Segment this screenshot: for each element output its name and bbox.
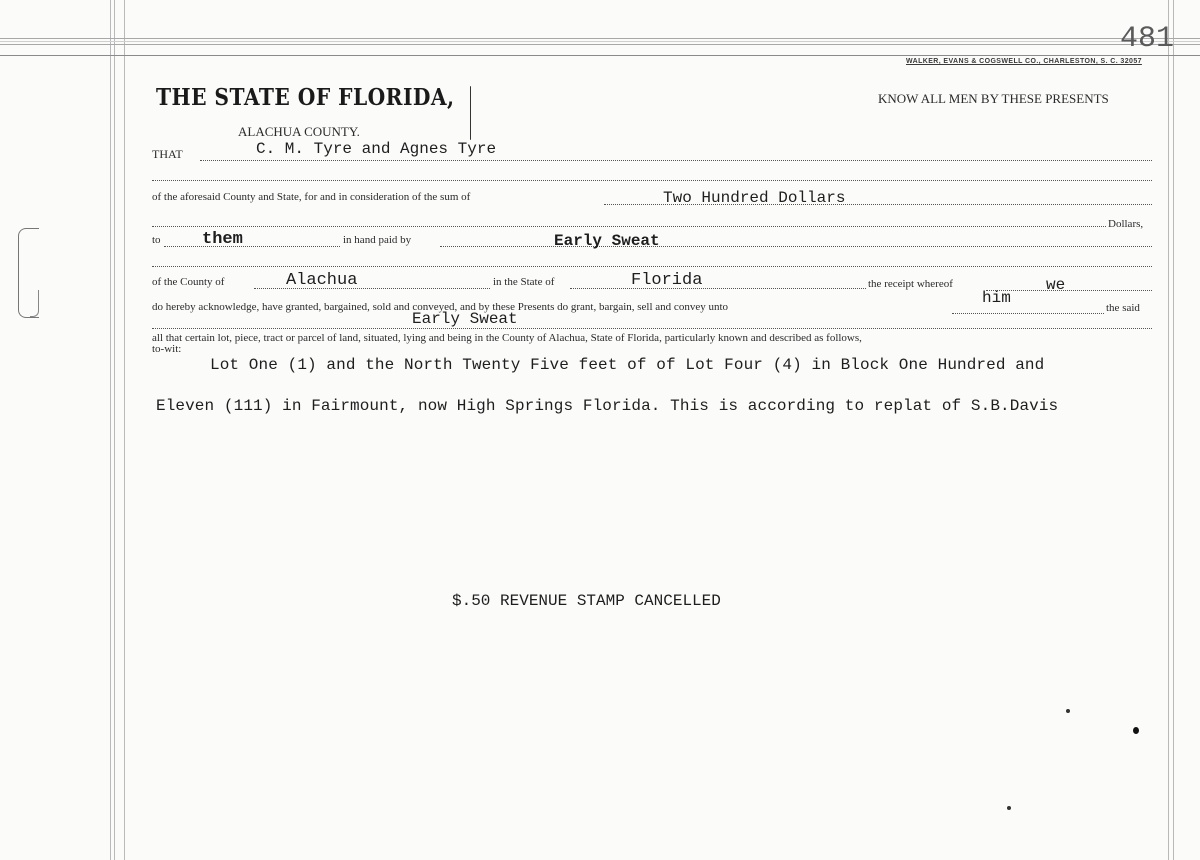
ink-speck-lower <box>1007 806 1011 810</box>
blank-dotted-line-2 <box>152 266 1152 267</box>
paid-to: them <box>202 230 243 249</box>
left-margin-rule-third <box>124 0 125 860</box>
to-label: to <box>152 234 161 246</box>
ink-speck-small <box>1066 709 1070 713</box>
top-rule-4 <box>0 55 1200 56</box>
grantee-repeat: Early Sweat <box>412 310 518 328</box>
grantee-state: Florida <box>631 271 703 290</box>
top-rule-3 <box>0 44 1200 45</box>
hand-paid-label: in hand paid by <box>343 234 412 246</box>
conveyance-text: do hereby acknowledge, have granted, bargained, sold and conveyed, and by these Presents do grant, bargain, sell and convey unto <box>152 301 729 313</box>
to-dotted-line <box>164 246 340 247</box>
that-label: THAT <box>152 147 183 161</box>
description-line-1: Lot One (1) and the North Twenty Five feet of of Lot Four (4) in Block One Hundred and <box>210 356 1045 374</box>
receipt-dotted-line <box>986 290 1152 291</box>
page-number: 481 <box>1120 22 1175 56</box>
top-rule-1 <box>0 38 1200 39</box>
grantee-county: Alachua <box>286 271 358 290</box>
grantee-dotted-line <box>440 246 1152 247</box>
binder-clip-mark-tail <box>30 290 39 317</box>
state-title: THE STATE OF FLORIDA, <box>156 84 455 111</box>
grantors-dotted-line <box>200 160 1152 161</box>
consideration-amount: Two Hundred Dollars <box>663 189 846 207</box>
top-rule-2 <box>0 41 1200 42</box>
grantors: C. M. Tyre and Agnes Tyre <box>256 140 497 158</box>
convey-unto: him <box>982 289 1011 307</box>
land-text: all that certain lot, piece, tract or parcel of land, situated, lying and being in the County of Alachua, State of Florida, particularly known and described as follows, <box>152 332 862 344</box>
ink-speck <box>1133 727 1139 734</box>
right-margin-rule <box>1168 0 1169 860</box>
state-of-label: in the State of <box>493 276 555 288</box>
consideration-text: of the aforesaid County and State, for and in consideration of the sum of <box>152 191 471 203</box>
right-margin-rule-inner <box>1173 0 1174 860</box>
receipt-label: the receipt whereof <box>868 278 953 290</box>
dollars-dotted-line <box>152 226 1106 227</box>
left-margin-rule <box>110 0 111 860</box>
grantee: Early Sweat <box>554 232 660 250</box>
to-wit: to-wit: <box>152 343 182 355</box>
title-brace <box>470 86 471 140</box>
receipt-pronoun: we <box>1046 276 1066 294</box>
printer-imprint: WALKER, EVANS & COGSWELL CO., CHARLESTON, S. C. 32057 <box>906 58 1142 65</box>
county-of-label: of the County of <box>152 276 225 288</box>
dollars-label: Dollars, <box>1108 218 1144 230</box>
revenue-stamp-note: $.50 REVENUE STAMP CANCELLED <box>452 592 721 610</box>
grantee-repeat-dotted-line <box>152 328 1152 329</box>
the-said-label: the said <box>1106 302 1140 314</box>
left-margin-rule-inner <box>114 0 115 860</box>
convey-dotted-line <box>952 313 1104 314</box>
county-label: ALACHUA COUNTY. <box>238 124 360 139</box>
state-dotted-line <box>570 288 866 289</box>
description-line-2: Eleven (111) in Fairmount, now High Springs Florida. This is according to replat of S.B.Davis <box>156 397 1059 415</box>
preamble: KNOW ALL MEN BY THESE PRESENTS <box>878 91 1109 106</box>
blank-dotted-line-1 <box>152 180 1152 181</box>
